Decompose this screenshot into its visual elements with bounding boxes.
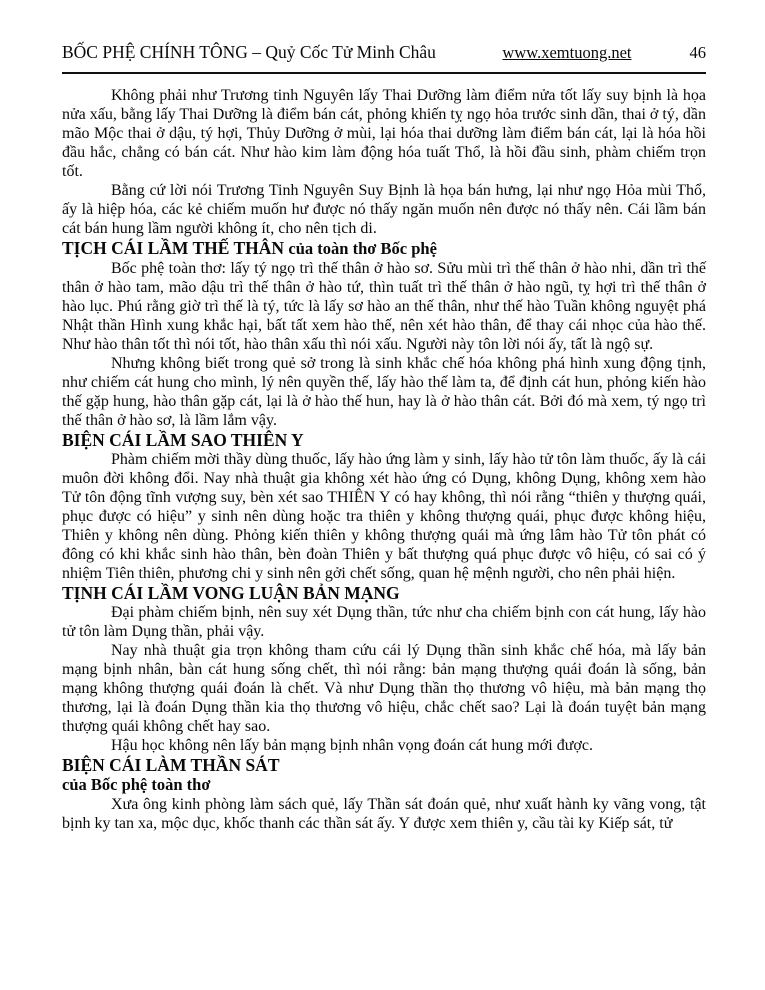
section-heading: TỊNH CÁI LẦM VONG LUẬN BẢN MẠNG — [62, 583, 400, 603]
website-link[interactable]: www.xemtuong.net — [502, 43, 632, 62]
section-subheading: của Bốc phệ toàn thơ — [62, 775, 211, 794]
section-heading — [62, 238, 706, 259]
section-heading: BIỆN CÁI LÀM THẦN SÁT — [62, 755, 280, 775]
section-heading: BIỆN CÁI LẦM SAO THIÊN Y — [62, 430, 304, 450]
paragraph: Hậu học không nên lấy bản mạng bịnh nhân vọng đoán cát hung mới được. — [111, 737, 593, 754]
heading-suffix: của toàn thơ Bốc phệ — [288, 239, 437, 258]
document-body — [62, 86, 706, 833]
paragraph: Bằng cứ lời nói Trương Tinh Nguyên Suy Bịnh là họa bán hưng, lại như ngọ Hỏa mùi Thổ, ấy là hiệp hóa, các kẻ chiếm muốn hư được nó thấy ngăn muốn nên được nó thấy nên. Cái lầm bán cát bán hung lầm người không ít, cho nên tịch di. — [62, 182, 706, 237]
paragraph: Nay nhà thuật gia trọn không tham cứu cái lý Dụng thần sinh khắc chế hóa, mà lấy bản mạng bịnh nhân, bàn cát hung sống chết, thì nói rằng: bản mạng thượng quái đoán là sống, bản mạng không thượng quái đoán là chết. Và như Dụng thần thọ thương vô hiệu, mà bản mạng thọ thương, lại là đoán Dụng thần kia thọ thương vô hiệu, chắc chết sao? Lại là đoán tuyệt bản mạng thượng quái không chết hay sao. — [62, 642, 706, 735]
paragraph: Xưa ông kinh phòng làm sách quẻ, lấy Thần sát đoán quẻ, như xuất hành ky vãng vong, tật bịnh ky tan xa, mộc dục, khốc thanh các thần sát ấy. Y được xem thiên y, cầu tài ky Kiếp sát, tử — [62, 796, 706, 832]
paragraph: Bốc phệ toàn thơ: lấy tý ngọ trì thế thân ở hào sơ. Sửu mùi trì thế thân ở hào nhi, dần trì thế thân ở hào tam, mão dậu trì thế thân ở hào tứ, thìn tuất trì thế thân ở hào ngũ, tỵ hợi trì thế thân ở hào lục. Phú rằng giờ trì thế là tý, tức là lấy sơ hào an thế thân, như thế hào Tuần không nguyệt phá Nhật thần Hình xung khắc hại, bất tất xem hào thế, nên xét hào thân, để thay cái nhọc của hào thế. Như hào thân tốt thì nói tốt, hào thân xấu thì nói xấu. Người này tôn lời nói ấy, tất là ngộ sự. — [62, 260, 706, 353]
book-title: BỐC PHỆ CHÍNH TÔNG – Quỷ Cốc Tử Minh Châu — [62, 42, 436, 62]
page-header — [62, 42, 706, 74]
paragraph: Đại phàm chiếm bịnh, nên suy xét Dụng thần, tức như cha chiếm bịnh con cát hung, lấy hào tử tôn làm Dụng thần, phải vậy. — [62, 604, 706, 640]
paragraph: Nhưng không biết trong quẻ sở trong là sinh khắc chế hóa không phá hình xung động tịnh, như chiếm cát hung cho mình, lý nên quyền thế, lấy hào thế làm ta, để định cát hun, phỏng kiến hào thế gặp hung, hào thân gặp cát, lại là ở hào thế hun, hay là ở hào thân cát. Bởi đó mà xem, tý ngọ trì thế thân ở hào sơ, là lầm lắm vậy. — [62, 355, 706, 429]
page-number: 46 — [689, 43, 706, 62]
paragraph: Không phải như Trương tinh Nguyên lấy Thai Dưỡng làm điểm nửa tốt lấy suy bịnh là họa nửa xấu, bằng lấy Thai Dưỡng là điểm bán cát, phỏng khiến tỵ ngọ hỏa trước sinh dần, thai ở tý, dần mão Mộc thai ở dậu, tý hợi, Thủy Dưỡng ở mùi, lại hóa thai dưỡng làm điểm bán cát, lại là hóa hồi đầu hắc, chẳng có bán cát. Như hào kim làm động hóa tuất Thổ, là hồi đầu sinh, phàm chiếm trọn tốt. — [62, 87, 706, 180]
paragraph: Phàm chiếm mời thầy dùng thuốc, lấy hào ứng làm y sinh, lấy hào tử tôn làm thuốc, ấy là cái muôn đời không đổi. Nay nhà thuật gia không xét hào ứng có Dụng, không Dụng, không xem hào Tử tôn động tĩnh vượng suy, bèn xét sao THIÊN Y có hay không, thì nói rằng “thiên y thượng quái, phục được có hiệu” y sinh nên dùng hoặc tra thiên y không thượng quái, phục được không hiệu, Thiên y không nên dùng. Phỏng kiến thiên y không thượng quái mà ứng lâm hào Tử tôn phát có đông có khi khắc sinh hào thân, bèn đoàn Thiên y bất thượng quá phục được vô hiệu, có sai có ý nhiệm Tiên thiên, phương chi y sinh nên gởi chết sống, quan hệ mệnh người, cho nên phải hiện. — [62, 451, 707, 582]
heading-main: TỊCH CÁI LẦM THẾ THÂN — [62, 238, 289, 258]
